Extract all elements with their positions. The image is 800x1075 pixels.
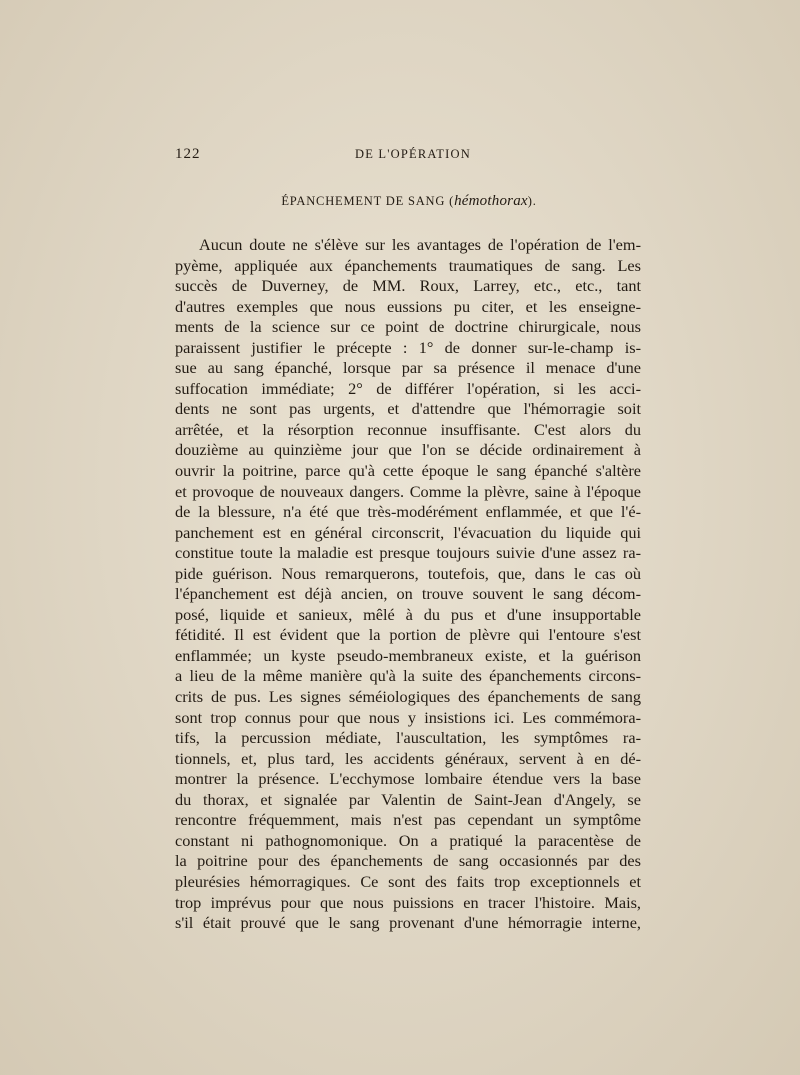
text-line: et provoque de nouveaux dangers. Comme la plèvre, saine à l'époque bbox=[175, 481, 641, 501]
text-line: s'il était prouvé que le sang provenant d'une hémorragie interne, bbox=[175, 913, 641, 933]
text-line: Aucun doute ne s'élève sur les avantages de l'opération de l'em- bbox=[199, 235, 641, 254]
section-heading bbox=[175, 193, 643, 210]
section-heading-close: ). bbox=[527, 194, 537, 208]
text-line: de la blessure, n'a été que très-modérément enflammée, et que l'é- bbox=[175, 502, 641, 522]
text-line: paraissent justifier le précepte : 1° de donner sur-le-champ is- bbox=[175, 337, 641, 357]
text-line: trop imprévus pour que nous puissions en tracer l'histoire. Mais, bbox=[175, 892, 641, 912]
text-line: dents ne sont pas urgents, et d'attendre que l'hémorragie soit bbox=[175, 399, 641, 419]
text-line: succès de Duverney, de MM. Roux, Larrey, etc., etc., tant bbox=[175, 276, 641, 296]
section-heading-open: ( bbox=[449, 194, 455, 208]
body-paragraph bbox=[175, 235, 641, 934]
text-line: d'autres exemples que nous eussions pu citer, et les enseigne- bbox=[175, 296, 641, 316]
text-line: tifs, la percussion médiate, l'auscultation, les symptômes ra- bbox=[175, 728, 641, 748]
text-line: la poitrine pour des épanchements de sang occasionnés par des bbox=[175, 851, 641, 871]
text-line: arrêtée, et la résorption reconnue insuffisante. C'est alors du bbox=[175, 419, 641, 439]
text-line: montrer la présence. L'ecchymose lombaire étendue vers la base bbox=[175, 769, 641, 789]
text-line: crits de pus. Les signes séméiologiques des épanchements de sang bbox=[175, 687, 641, 707]
text-line: du thorax, et signalée par Valentin de Saint-Jean d'Angely, se bbox=[175, 789, 641, 809]
text-line: l'épanchement est déjà ancien, on trouve souvent le sang décom- bbox=[175, 584, 641, 604]
text-line: posé, liquide et sanieux, mêlé à du pus et d'une insupportable bbox=[175, 604, 641, 624]
text-line: douzième au quinzième jour que l'on se décide ordinairement à bbox=[175, 440, 641, 460]
text-line: tionnels, et, plus tard, les accidents généraux, servent à en dé- bbox=[175, 748, 641, 768]
running-title: DE L'OPÉRATION bbox=[355, 147, 471, 161]
text-line: suffocation immédiate; 2° de différer l'opération, si les acci- bbox=[175, 378, 641, 398]
text-line: sont trop connus pour que nous y insistions ici. Les commémora- bbox=[175, 707, 641, 727]
page-number: 122 bbox=[175, 146, 201, 162]
text-line: a lieu de la même manière qu'à la suite des épanchements circons- bbox=[175, 666, 641, 686]
text-line: pleurésies hémorragiques. Ce sont des faits trop exceptionnels et bbox=[175, 871, 641, 891]
text-line: pide guérison. Nous remarquerons, toutefois, que, dans le cas où bbox=[175, 563, 641, 583]
text-line: enflammée; un kyste pseudo-membraneux existe, et la guérison bbox=[175, 645, 641, 665]
text-line: fétidité. Il est évident que la portion de plèvre qui l'entoure s'est bbox=[175, 625, 641, 645]
text-line: constant ni pathognomonique. On a pratiqué la paracentèse de bbox=[175, 830, 641, 850]
text-line: sue au sang épanché, lorsque par sa présence il menace d'une bbox=[175, 358, 641, 378]
text-line: ments de la science sur ce point de doctrine chirurgicale, nous bbox=[175, 317, 641, 337]
text-line: ouvrir la poitrine, parce qu'à cette époque le sang épanché s'altère bbox=[175, 461, 641, 481]
text-line: rencontre fréquemment, mais n'est pas cependant un symptôme bbox=[175, 810, 641, 830]
text-line: constitue toute la maladie est presque toujours suivie d'une assez ra- bbox=[175, 543, 641, 563]
running-header bbox=[175, 146, 643, 166]
text-line: pyème, appliquée aux épanchements traumatiques de sang. Les bbox=[175, 255, 641, 275]
section-heading-italic: hémothorax bbox=[454, 193, 528, 209]
text-line: panchement est en général circonscrit, l'évacuation du liquide qui bbox=[175, 522, 641, 542]
section-heading-text: ÉPANCHEMENT DE SANG bbox=[281, 194, 446, 208]
